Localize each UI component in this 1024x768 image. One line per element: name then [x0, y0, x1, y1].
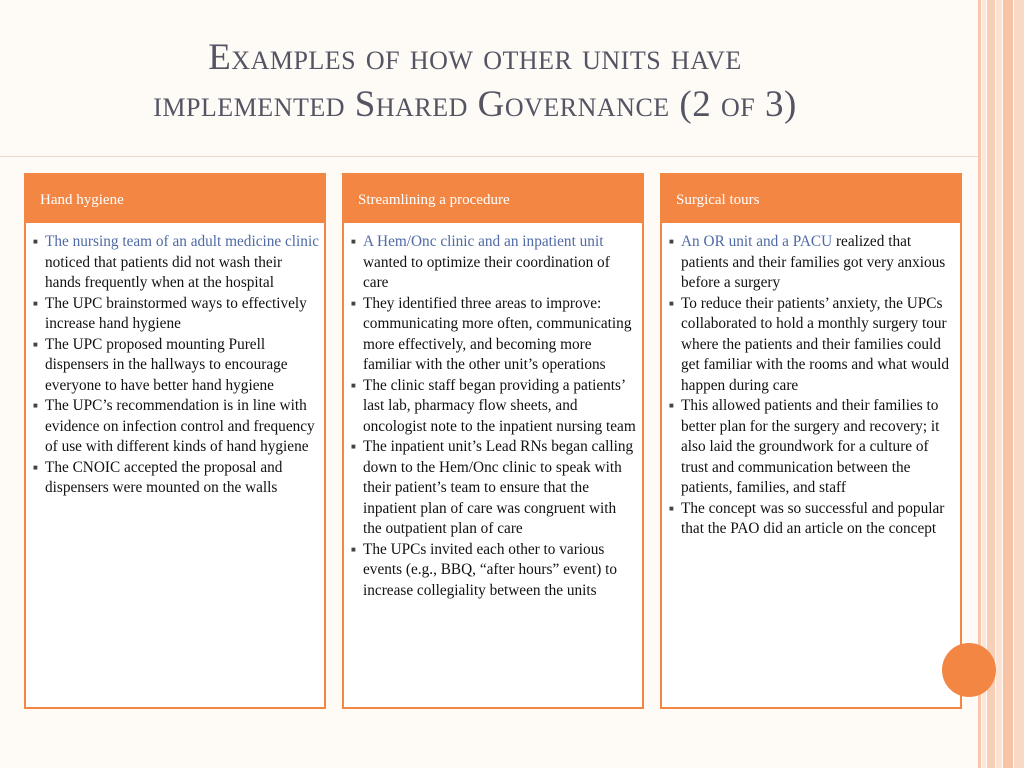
highlight-text: An OR unit and a PACU: [681, 233, 833, 250]
panel-header: Streamlining a procedure: [344, 175, 642, 223]
slide-title-line2: implemented Shared Governance (2 of 3): [153, 84, 797, 125]
list-item: [32, 294, 320, 335]
list-item: [350, 437, 638, 540]
slide-number-circle: [942, 643, 996, 697]
bullet-icon: ■: [33, 462, 38, 472]
item-text: The UPC brainstormed ways to effectively increase hand hygiene: [45, 294, 307, 332]
slide-title-line1: Examples of how other units have: [208, 37, 742, 78]
panel-surgical-tours: [660, 173, 962, 709]
list-item: [350, 540, 638, 602]
bullet-icon: ■: [351, 298, 356, 308]
bullet-icon: ■: [33, 339, 38, 349]
list-item: [32, 232, 320, 294]
highlight-text: A Hem/Onc clinic and an inpatient unit: [363, 233, 604, 250]
item-text: wanted to optimize their coordination of care: [363, 253, 610, 291]
bullet-icon: ■: [33, 237, 38, 246]
list-item: [668, 294, 956, 397]
list-item: [350, 294, 638, 376]
item-text: The UPCs invited each other to various events (e.g., BBQ, “after hours” event) to increase collegiality between the units: [363, 540, 618, 599]
item-text: noticed that patients did not wash their hands frequently when at the hospital: [45, 253, 283, 291]
title-divider: [0, 156, 978, 157]
item-text: realized that patients and their families got very anxious before a surgery: [681, 233, 946, 291]
panel-header: Hand hygiene: [26, 175, 324, 223]
item-text: The concept was so successful and popular that the PAO did an article on the concept: [681, 499, 945, 537]
list-item: [668, 396, 956, 499]
bullet-icon: ■: [33, 298, 38, 308]
panel-hand-hygiene: [24, 173, 326, 709]
bullet-icon: ■: [33, 401, 38, 410]
item-text: The clinic staff began providing a patients’ last lab, pharmacy flow sheets, and oncologist note to the inpatient nursing team: [363, 376, 636, 435]
bullet-icon: ■: [351, 237, 356, 246]
list-item: [350, 232, 638, 294]
item-text: The CNOIC accepted the proposal and dispensers were mounted on the walls: [45, 458, 283, 496]
bullet-icon: ■: [351, 442, 356, 451]
bullet-icon: ■: [669, 401, 674, 410]
item-text: To reduce their patients’ anxiety, the UPCs collaborated to hold a monthly surgery tour where the patients and their families could get familiar with the rooms and what would happen during care: [681, 294, 950, 394]
item-text: This allowed patients and their families to better plan for the surgery and recovery; it also laid the groundwork for a culture of trust and communication between the patients, families, and staff: [681, 397, 940, 496]
panel-streamlining-procedure: [342, 173, 644, 709]
item-text: The inpatient unit’s Lead RNs began calling down to the Hem/Onc clinic to speak with their patient’s team to ensure that the inpatient plan of care was congruent with the outpatient plan of care: [363, 438, 634, 537]
bullet-icon: ■: [669, 298, 674, 308]
item-text: The UPC proposed mounting Purell dispensers in the hallways to encourage everyone to have better hand hygiene: [45, 335, 288, 394]
list-item: [32, 335, 320, 397]
item-text: They identified three areas to improve: communicating more often, communicating more effectively, and becoming more familiar with the other unit’s operations: [363, 294, 632, 373]
list-item: [32, 396, 320, 458]
panel-body: [26, 226, 324, 499]
panel-body: [344, 226, 642, 601]
bullet-icon: ■: [669, 503, 674, 513]
list-item: [32, 458, 320, 499]
panel-header: Surgical tours: [662, 175, 960, 223]
list-item: [668, 232, 956, 294]
item-text: The UPC’s recommendation is in line with evidence on infection control and frequency of use with different kinds of hand hygiene: [45, 397, 315, 455]
highlight-text: The nursing team of an adult medicine clinic: [45, 233, 319, 250]
bullet-icon: ■: [669, 237, 674, 246]
list-item: [668, 499, 956, 540]
bullet-icon: ■: [351, 380, 356, 390]
slide-title: [60, 34, 890, 128]
bullet-icon: ■: [351, 544, 356, 554]
list-item: [350, 376, 638, 438]
panel-body: [662, 226, 960, 540]
